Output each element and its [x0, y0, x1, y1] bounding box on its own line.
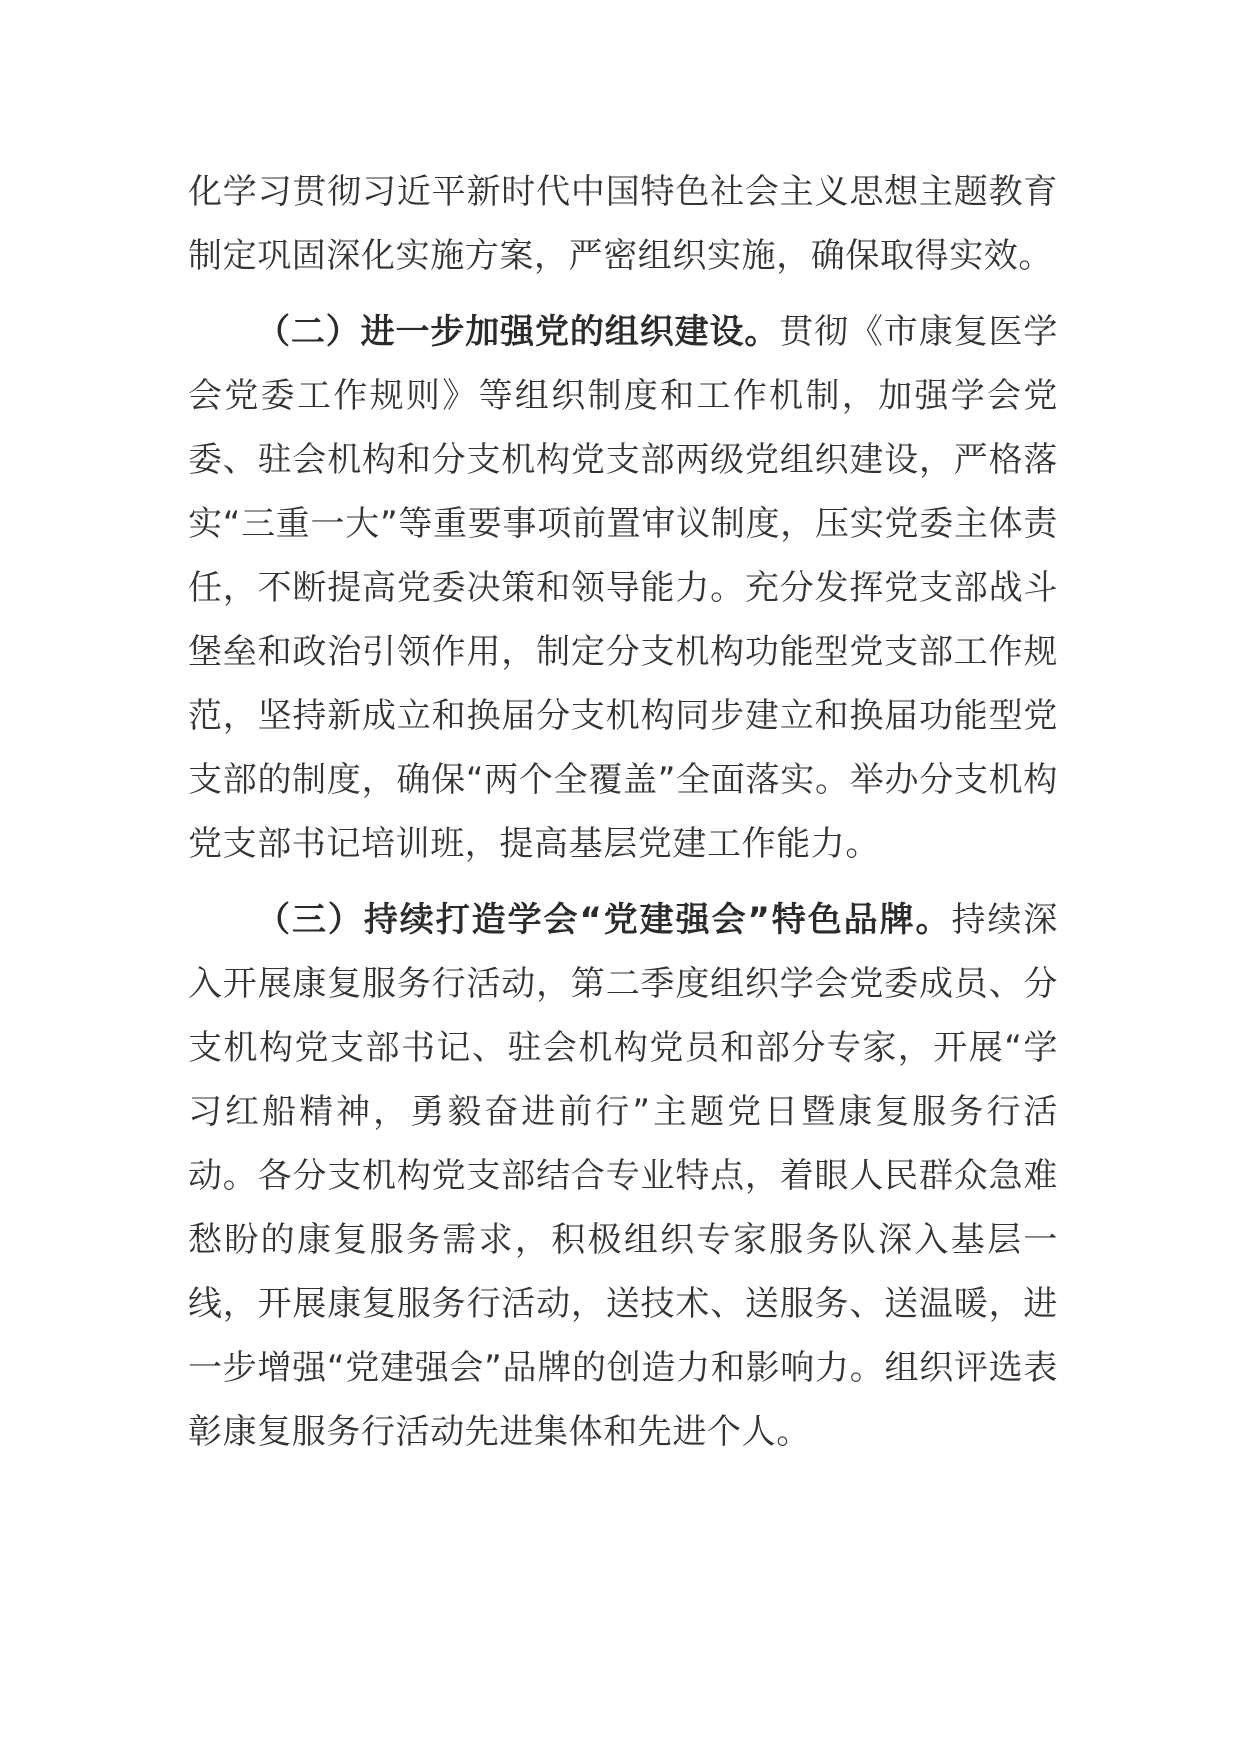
paragraph-body: 化学习贯彻习近平新时代中国特色社会主义思想主题教育制定巩固深化实施方案，严密组织实施，确保取得实效。: [188, 172, 1058, 276]
paragraph-body: 贯彻《市康复医学会党委工作规则》等组织制度和工作机制，加强学会党委、驻会机构和分支机构党支部两级党组织建设，严格落实“三重一大”等重要事项前置审议制度，压实党委主体责任，不断提高党委决策和领导能力。充分发挥党支部战斗堡垒和政治引领作用，制定分支机构功能型党支部工作规范，坚持新成立和换届分支机构同步建立和换届功能型党支部的制度，确保“两个全覆盖”全面落实。举办分支机构党支部书记培训班，提高基层党建工作能力。: [188, 312, 1058, 864]
document-body: [188, 160, 1058, 1476]
paragraph-organization-building: [188, 300, 1058, 876]
paragraph-party-brand: [188, 888, 1058, 1464]
paragraph-continuation: [188, 160, 1058, 288]
section-heading-3: （三）持续打造学会“党建强会”特色品牌。: [256, 900, 952, 940]
paragraph-body: 持续深入开展康复服务行活动，第二季度组织学会党委成员、分支机构党支部书记、驻会机构党员和部分专家，开展“学习红船精神，勇毅奋进前行”主题党日暨康复服务行活动。各分支机构党支部结合专业特点，着眼人民群众急难愁盼的康复服务需求，积极组织专家服务队深入基层一线，开展康复服务行活动，送技术、送服务、送温暖，进一步增强“党建强会”品牌的创造力和影响力。组织评选表彰康复服务行活动先进集体和先进个人。: [188, 900, 1058, 1452]
section-heading-2: （二）进一步加强党的组织建设。: [256, 312, 780, 352]
